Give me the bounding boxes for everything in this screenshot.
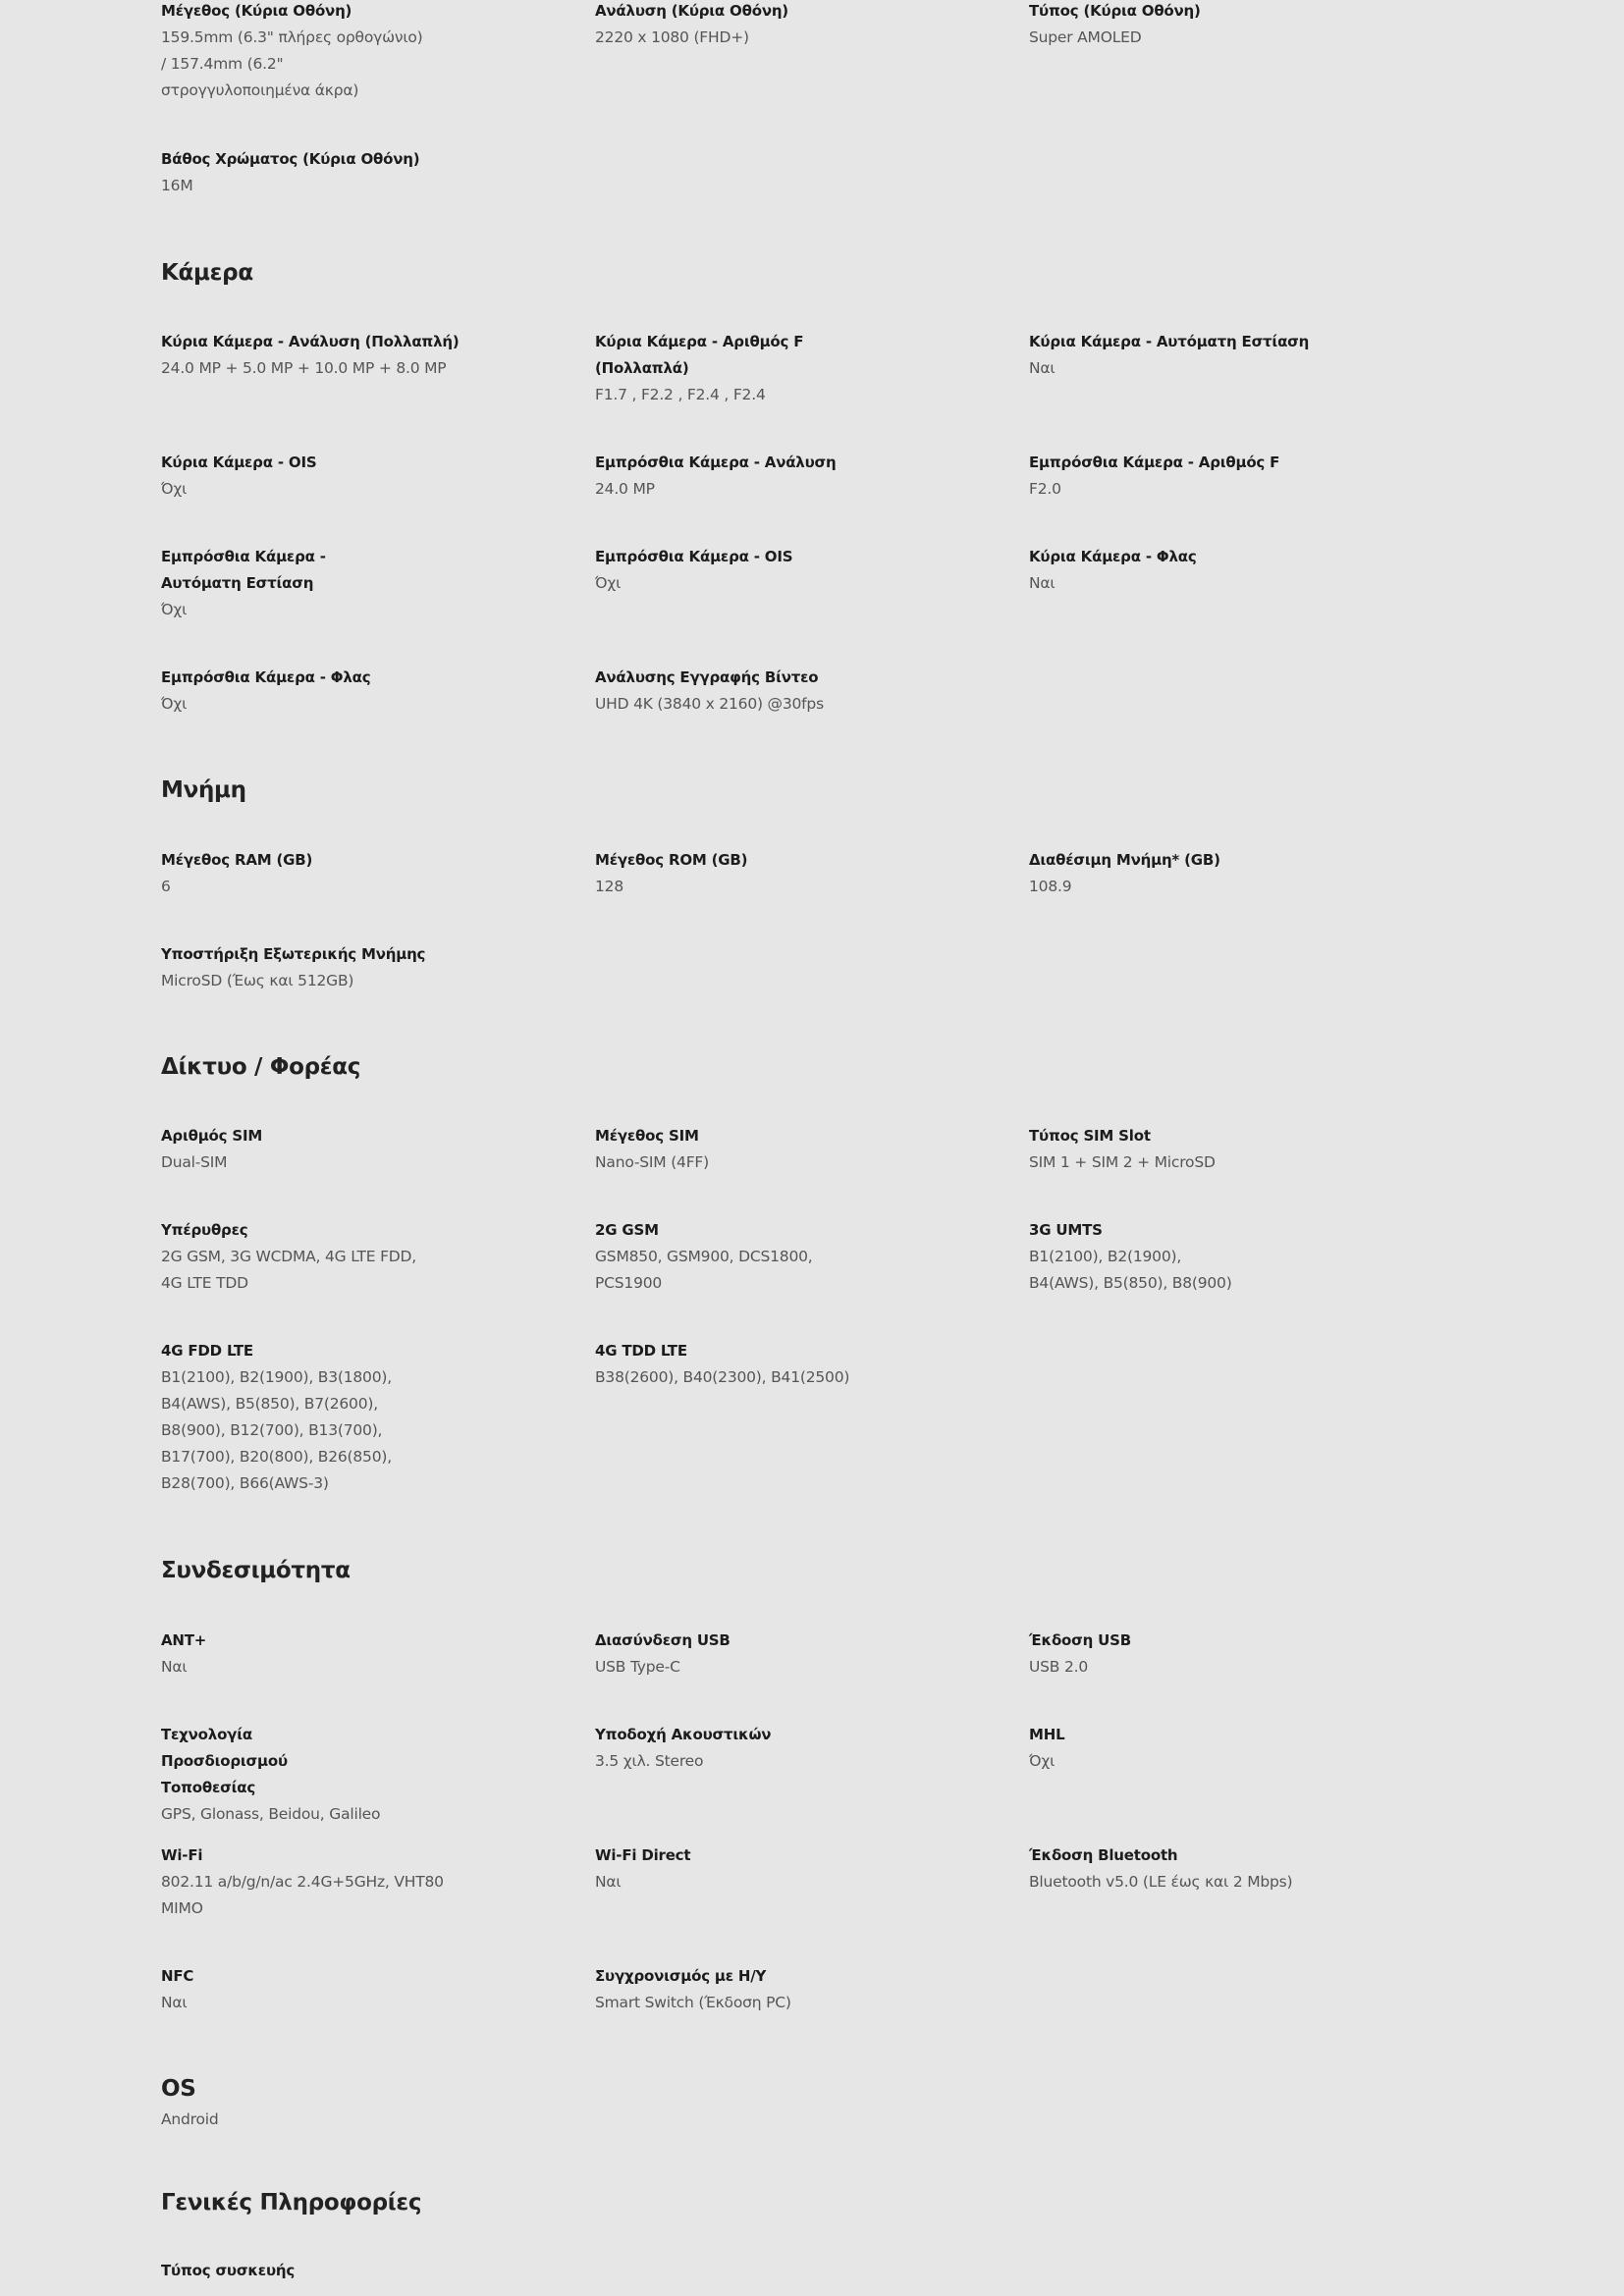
spec-item: [161, 1217, 426, 1297]
spec-item: [161, 2107, 456, 2133]
spec-item: [161, 0, 426, 104]
spec-item: [161, 941, 456, 994]
spec-item: [1029, 544, 1324, 597]
spec-value: GSM850, GSM900, DCS1800, PCS1900: [595, 1248, 813, 1292]
spec-item: [161, 146, 456, 199]
spec-value: UHD 4K (3840 x 2160) @30fps: [595, 695, 824, 713]
spec-item: [161, 1722, 381, 1828]
spec-label: Κύρια Κάμερα - Αριθμός F (Πολλαπλά): [595, 333, 804, 377]
spec-label: NFC: [161, 1967, 194, 1985]
spec-label: ANT+: [161, 1631, 207, 1649]
spec-value: F1.7 , F2.2 , F2.4 , F2.4: [595, 386, 766, 403]
spec-label: Κύρια Κάμερα - OIS: [161, 454, 317, 471]
spec-value: Όχι: [1029, 1752, 1056, 1770]
spec-value: 3.5 χιλ. Stereo: [595, 1752, 704, 1770]
spec-value: B1(2100), B2(1900), B3(1800), B4(AWS), B5(850), B7(2600), B8(900), B12(700), B13(700), B17(700), B20(800), B26(850), B28(700), B66(AWS-3): [161, 1368, 392, 1492]
spec-value: Bluetooth v5.0 (LE έως και 2 Mbps): [1029, 1873, 1293, 1891]
spec-item: [161, 450, 456, 503]
spec-item: [1029, 450, 1324, 503]
spec-label: Βάθος Χρώματος (Κύρια Οθόνη): [161, 150, 420, 168]
spec-value: 2220 x 1080 (FHD+): [595, 28, 749, 46]
spec-item: [1029, 329, 1324, 382]
spec-item: [595, 1628, 890, 1681]
spec-item: [1029, 1722, 1324, 1775]
spec-value: 24.0 MP: [595, 480, 655, 498]
spec-item: [595, 1842, 890, 1896]
spec-value: Dual-SIM: [161, 1153, 228, 1171]
spec-item: [1029, 1842, 1324, 1896]
spec-label: Μέγεθος ROM (GB): [595, 851, 748, 869]
spec-value: Super AMOLED: [1029, 28, 1142, 46]
spec-item: [595, 544, 890, 597]
spec-value: Όχι: [595, 574, 622, 592]
spec-label: MHL: [1029, 1726, 1065, 1743]
spec-value: MicroSD (Έως και 512GB): [161, 972, 354, 989]
spec-value: B38(2600), B40(2300), B41(2500): [595, 1368, 850, 1386]
spec-value: Όχι: [161, 480, 188, 498]
spec-item: [595, 329, 811, 408]
spec-value: 16M: [161, 177, 193, 194]
spec-value: Ναι: [1029, 359, 1056, 377]
spec-value: SIM 1 + SIM 2 + MicroSD: [1029, 1153, 1216, 1171]
spec-label: 4G FDD LTE: [161, 1342, 253, 1360]
spec-item: [161, 2258, 456, 2284]
section-title: OS: [161, 2076, 196, 2102]
spec-label: Ανάλυση (Κύρια Οθόνη): [595, 2, 788, 20]
spec-value: 6: [161, 878, 171, 895]
spec-label: Εμπρόσθια Κάμερα - Αριθμός F: [1029, 454, 1280, 471]
spec-value: F2.0: [1029, 480, 1061, 498]
spec-label: Υπέρυθρες: [161, 1221, 248, 1239]
spec-value: Smart Switch (Έκδοση PC): [595, 1994, 791, 2011]
spec-value: 2G GSM, 3G WCDMA, 4G LTE FDD, 4G LTE TDD: [161, 1248, 416, 1292]
spec-item: [161, 1963, 456, 2016]
spec-value: USB 2.0: [1029, 1658, 1088, 1676]
spec-item: [1029, 1217, 1255, 1297]
spec-item: [595, 665, 890, 718]
spec-label: Ανάλυσης Εγγραφής Βίντεο: [595, 668, 819, 686]
spec-label: Κύρια Κάμερα - Φλας: [1029, 548, 1197, 565]
spec-item: [1029, 1123, 1324, 1176]
spec-label: Wi-Fi Direct: [595, 1846, 691, 1864]
spec-item: [161, 1842, 446, 1922]
spec-item: [595, 1338, 890, 1391]
spec-label: Συγχρονισμός με Η/Υ: [595, 1967, 767, 1985]
spec-label: Τύπος συσκευής: [161, 2262, 296, 2279]
spec-item: [595, 1722, 890, 1775]
spec-value: Ναι: [595, 1873, 622, 1891]
spec-label: Κύρια Κάμερα - Αυτόματη Εστίαση: [1029, 333, 1310, 350]
spec-value: Ναι: [161, 1994, 188, 2011]
spec-label: 2G GSM: [595, 1221, 659, 1239]
section-title: Μνήμη: [161, 777, 246, 803]
spec-value: GPS, Glonass, Beidou, Galileo: [161, 1805, 381, 1823]
spec-label: Αριθμός SIM: [161, 1127, 263, 1145]
spec-label: Εμπρόσθια Κάμερα - OIS: [595, 548, 793, 565]
spec-label: 3G UMTS: [1029, 1221, 1103, 1239]
spec-label: Τεχνολογία Προσδιορισμού Τοποθεσίας: [161, 1726, 288, 1796]
spec-value: 128: [595, 878, 623, 895]
spec-item: [161, 847, 456, 900]
spec-label: Μέγεθος SIM: [595, 1127, 699, 1145]
spec-value: B1(2100), B2(1900), B4(AWS), B5(850), B8(900): [1029, 1248, 1232, 1292]
spec-label: Τύπος (Κύρια Οθόνη): [1029, 2, 1201, 20]
spec-label: Έκδοση USB: [1029, 1631, 1131, 1649]
spec-value: Ναι: [1029, 574, 1056, 592]
spec-item: [161, 1338, 397, 1497]
spec-item: [595, 1217, 821, 1297]
spec-item: [1029, 0, 1324, 51]
spec-item: [161, 1123, 456, 1176]
spec-item: [161, 665, 456, 718]
spec-value: Ναι: [161, 1658, 188, 1676]
spec-label: Έκδοση Bluetooth: [1029, 1846, 1178, 1864]
section-title: Κάμερα: [161, 260, 253, 286]
spec-value: 24.0 MP + 5.0 MP + 10.0 MP + 8.0 MP: [161, 359, 447, 377]
spec-label: Εμπρόσθια Κάμερα - Φλας: [161, 668, 371, 686]
spec-label: 4G TDD LTE: [595, 1342, 687, 1360]
spec-item: [595, 1963, 890, 2016]
spec-value: Android: [161, 2110, 219, 2128]
spec-label: Εμπρόσθια Κάμερα - Αυτόματη Εστίαση: [161, 548, 326, 592]
spec-label: Μέγεθος (Κύρια Οθόνη): [161, 2, 352, 20]
spec-item: [1029, 847, 1324, 900]
spec-value: 159.5mm (6.3" πλήρες ορθογώνιο) / 157.4mm (6.2" στρογγυλοποιημένα άκρα): [161, 28, 423, 99]
spec-label: Διαθέσιμη Μνήμη* (GB): [1029, 851, 1220, 869]
section-title: Συνδεσιμότητα: [161, 1558, 351, 1583]
spec-label: Υποστήριξη Εξωτερικής Μνήμης: [161, 945, 426, 963]
spec-value: Nano-SIM (4FF): [595, 1153, 709, 1171]
spec-label: Τύπος SIM Slot: [1029, 1127, 1151, 1145]
spec-label: Wi-Fi: [161, 1846, 203, 1864]
spec-label: Εμπρόσθια Κάμερα - Ανάλυση: [595, 454, 837, 471]
spec-item: [161, 1628, 456, 1681]
spec-value: USB Type-C: [595, 1658, 680, 1676]
spec-label: Υποδοχή Ακουστικών: [595, 1726, 772, 1743]
spec-item: [595, 450, 890, 503]
section-title: Δίκτυο / Φορέας: [161, 1054, 361, 1080]
section-title: Γενικές Πληροφορίες: [161, 2190, 422, 2216]
spec-label: Διασύνδεση USB: [595, 1631, 731, 1649]
spec-item: [161, 329, 460, 382]
spec-label: Μέγεθος RAM (GB): [161, 851, 313, 869]
spec-value: 802.11 a/b/g/n/ac 2.4G+5GHz, VHT80 MIMO: [161, 1873, 444, 1917]
spec-item: [1029, 1628, 1324, 1681]
spec-value: Όχι: [161, 601, 188, 618]
spec-value: 108.9: [1029, 878, 1072, 895]
spec-item: [161, 544, 397, 623]
spec-value: Όχι: [161, 695, 188, 713]
spec-label: Κύρια Κάμερα - Ανάλυση (Πολλαπλή): [161, 333, 460, 350]
spec-item: [595, 0, 890, 51]
spec-item: [595, 1123, 890, 1176]
spec-item: [595, 847, 890, 900]
